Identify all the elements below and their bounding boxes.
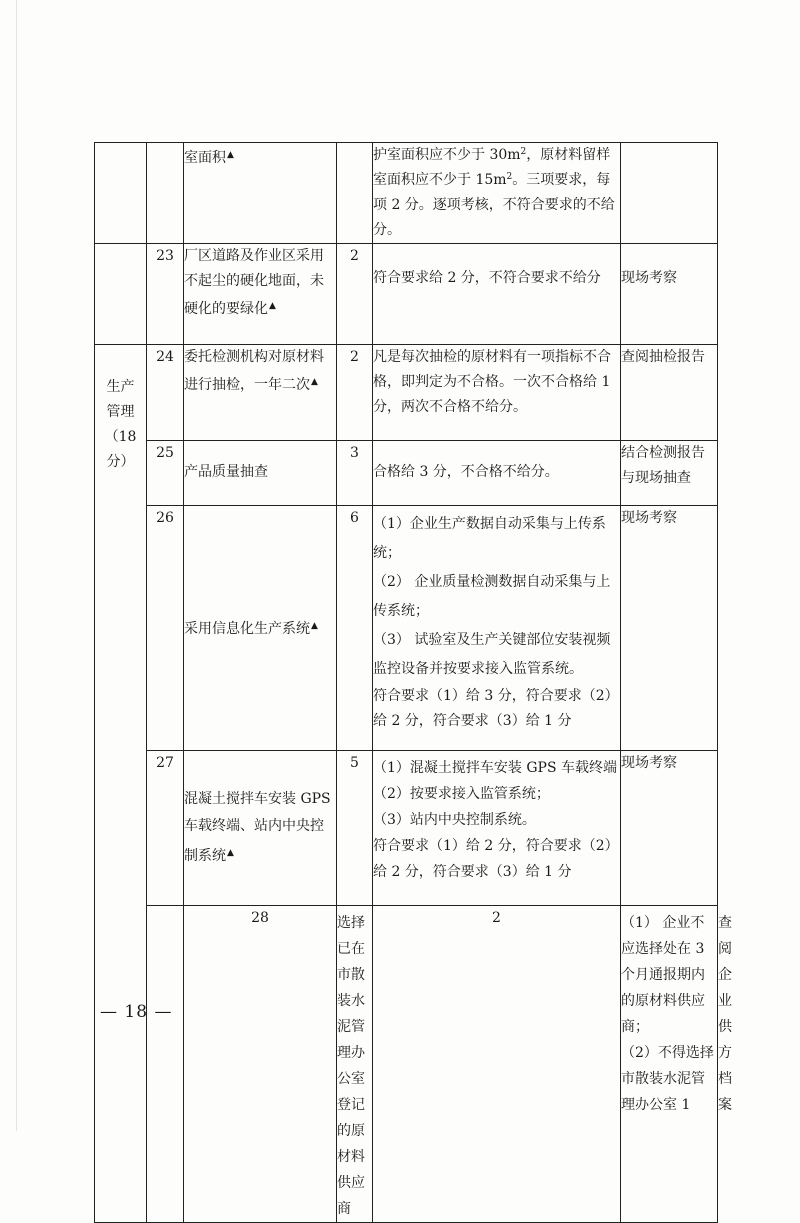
- page-edge-line: [16, 0, 17, 1131]
- row-score: 2: [337, 345, 373, 441]
- table-row: 28 选择已在市散装水泥管理办公室登记的原材料供应商 2 （1） 企业不应选择处在 3 个月通报期内的原材料供应商； （2）不得选择市散装水泥管理办公室 1 查阅企业供方档案: [95, 906, 718, 1223]
- row-item: 采用信息化生产系统▲: [184, 506, 337, 751]
- row-item: 选择已在市散装水泥管理办公室登记的原材料供应商: [337, 906, 373, 1223]
- row-method: [621, 143, 718, 244]
- table-row: [95, 506, 718, 751]
- page-number: — 18 —: [100, 1002, 173, 1022]
- row-item: 厂区道路及作业区采用不起尘的硬化地面，未硬化的要绿化▲: [184, 244, 337, 345]
- table-row: [95, 143, 718, 244]
- row-standard: （1）混凝土搅拌车安装 GPS 车载终端 （2）按要求接入监管系统； （3）站内中央控制系统。 符合要求（1）给 2 分，符合要求（2）给 2 分，符合要求（3）给 1 分: [373, 751, 621, 906]
- row-standard: 凡是每次抽检的原材料有一项指标不合格，即判定为不合格。一次不合格给 1 分，两次不合格不给分。: [373, 345, 621, 441]
- triangle-mark-icon: ▲: [311, 621, 318, 631]
- row-score: 5: [337, 751, 373, 906]
- row-number: 24: [147, 345, 184, 441]
- category-points: 分）: [106, 454, 135, 470]
- row-number: 27: [147, 751, 184, 906]
- category-cell-top: [95, 143, 147, 244]
- triangle-mark-icon: ▲: [227, 150, 234, 160]
- row-method: 现场考察: [621, 506, 718, 751]
- table-row: [95, 751, 718, 906]
- triangle-mark-icon: ▲: [227, 848, 234, 858]
- row-standard: 符合要求给 2 分，不符合要求不给分: [373, 244, 621, 345]
- scoring-table: [94, 142, 732, 1223]
- row-standard: （1） 企业不应选择处在 3 个月通报期内的原材料供应商； （2）不得选择市散装水泥管理办公室 1: [621, 906, 718, 1223]
- row-score: 6: [337, 506, 373, 751]
- category-name: 生产: [106, 379, 135, 395]
- row-score: 3: [337, 441, 373, 506]
- row-number: 26: [147, 506, 184, 751]
- row-item: 室面积▲: [184, 143, 337, 244]
- triangle-mark-icon: ▲: [311, 377, 318, 387]
- category-cell-top: [95, 244, 147, 345]
- row-method: 现场考察: [621, 751, 718, 906]
- row-item: 委托检测机构对原材料进行抽检，一年二次▲: [184, 345, 337, 441]
- category-cell-bottom: [147, 906, 184, 1223]
- row-method: 结合检测报告与现场抽查: [621, 441, 718, 506]
- row-method: 现场考察: [621, 244, 718, 345]
- row-standard: 护室面积应不少于 $30m^2$，原材料留样室面积应不少于 $15m^2$。三项要求，每项 2 分。逐项考核，不符合要求的不给分。: [373, 143, 621, 244]
- row-number: [147, 143, 184, 244]
- table-row: [95, 345, 718, 441]
- row-number: 25: [147, 441, 184, 506]
- row-score: 2: [373, 906, 621, 1223]
- row-standard: 合格给 3 分，不合格不给分。: [373, 441, 621, 506]
- category-name: 管理: [106, 404, 135, 420]
- category-cell: [95, 345, 147, 1223]
- row-score: 2: [337, 244, 373, 345]
- row-score: [337, 143, 373, 244]
- row-number: 28: [184, 906, 337, 1223]
- row-number: 23: [147, 244, 184, 345]
- row-standard: （1）企业生产数据自动采集与上传系统； （2） 企业质量检测数据自动采集与上传系统； （3） 试验室及生产关键部位安装视频监控设备并按要求接入监管系统。 符合要求（1）给 3 分，符合要求（2）给 2 分，符合要求（3）给 1 分: [373, 506, 621, 751]
- row-item: 产品质量抽查: [184, 441, 337, 506]
- table-row: [95, 441, 718, 506]
- row-method: 查阅抽检报告: [621, 345, 718, 441]
- table-row: [95, 244, 718, 345]
- row-item: 混凝土搅拌车安装 GPS 车载终端、站内中央控制系统▲: [184, 751, 337, 906]
- triangle-mark-icon: ▲: [269, 301, 276, 311]
- category-points: （18: [104, 429, 137, 445]
